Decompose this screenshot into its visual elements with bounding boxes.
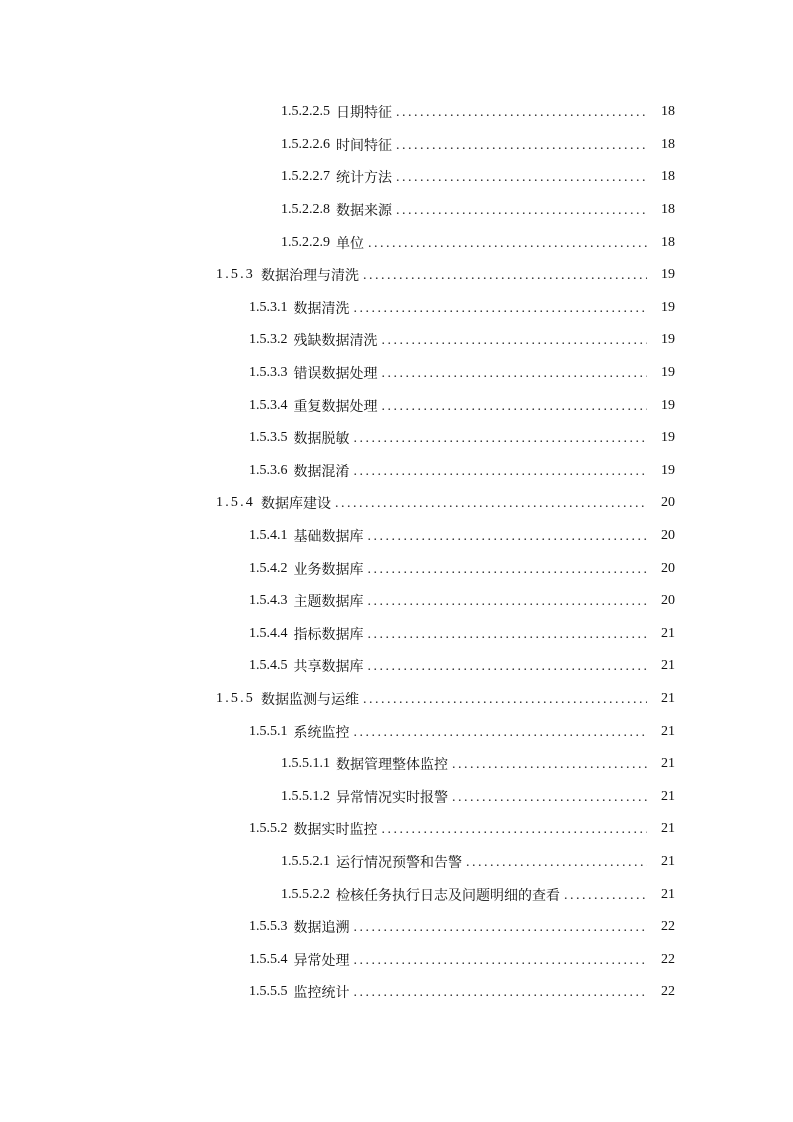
toc-entry[interactable] bbox=[0, 324, 793, 357]
toc-entry-number: 1.5.4.5 bbox=[249, 658, 288, 674]
toc-dot-leader bbox=[396, 202, 647, 218]
toc-dot-leader bbox=[335, 495, 647, 511]
toc-entry-page: 19 bbox=[661, 299, 675, 315]
toc-dot-leader bbox=[382, 332, 648, 348]
toc-entry-page: 20 bbox=[661, 495, 675, 511]
toc-dot-leader bbox=[396, 137, 647, 153]
toc-entry[interactable] bbox=[0, 129, 793, 162]
toc-entry-title: 异常处理 bbox=[293, 952, 350, 969]
toc-dot-leader bbox=[368, 593, 648, 609]
toc-entry-title: 共享数据库 bbox=[293, 659, 364, 676]
toc-dot-leader bbox=[564, 887, 647, 903]
toc-dot-leader bbox=[368, 626, 648, 642]
toc-entry[interactable] bbox=[0, 422, 793, 455]
toc-entry-page: 21 bbox=[661, 886, 675, 902]
toc-dot-leader bbox=[368, 235, 647, 251]
toc-entry-title: 单位 bbox=[336, 235, 364, 252]
toc-entry[interactable] bbox=[0, 520, 793, 553]
toc-entry-page: 21 bbox=[661, 658, 675, 674]
toc-entry-number: 1.5.2.2.8 bbox=[281, 202, 330, 218]
toc-entry-title: 数据脱敏 bbox=[293, 431, 350, 448]
toc-entry-number: 1.5.2.2.9 bbox=[281, 234, 330, 250]
toc-dot-leader bbox=[354, 463, 648, 479]
toc-entry[interactable] bbox=[0, 487, 793, 520]
toc-dot-leader bbox=[368, 658, 648, 674]
toc-dot-leader bbox=[452, 756, 647, 772]
toc-entry-title: 检核任务执行日志及问题明细的查看 bbox=[336, 887, 560, 904]
toc-entry[interactable] bbox=[0, 292, 793, 325]
toc-entry-page: 19 bbox=[661, 462, 675, 478]
toc-entry-title: 数据追溯 bbox=[293, 920, 350, 937]
toc-dot-leader bbox=[354, 300, 648, 316]
toc-dot-leader bbox=[396, 104, 647, 120]
toc-entry[interactable] bbox=[0, 683, 793, 716]
toc-entry-number: 1.5.5.1.1 bbox=[281, 756, 330, 772]
toc-entry-title: 业务数据库 bbox=[293, 561, 364, 578]
toc-entry-page: 19 bbox=[661, 365, 675, 381]
toc-entry-number: 1.5.5.4 bbox=[249, 951, 288, 967]
toc-entry-title: 日期特征 bbox=[336, 105, 392, 122]
toc-entry-title: 统计方法 bbox=[336, 170, 392, 187]
toc-entry-page: 22 bbox=[661, 919, 675, 935]
toc-dot-leader bbox=[382, 365, 648, 381]
toc-entry-title: 异常情况实时报警 bbox=[336, 789, 448, 806]
toc-entry-page: 22 bbox=[661, 984, 675, 1000]
toc-entry-title: 错误数据处理 bbox=[293, 366, 378, 383]
toc-entry-number: 1.5.5.1.2 bbox=[281, 788, 330, 804]
toc-entry-page: 20 bbox=[661, 528, 675, 544]
toc-entry-page: 21 bbox=[661, 625, 675, 641]
toc-entry-page: 19 bbox=[661, 430, 675, 446]
toc-entry-title: 运行情况预警和告警 bbox=[336, 854, 462, 871]
toc-entry[interactable] bbox=[0, 748, 793, 781]
toc-entry-number: 1.5.3.3 bbox=[249, 365, 288, 381]
toc-entry[interactable] bbox=[0, 618, 793, 651]
toc-entry-page: 21 bbox=[661, 756, 675, 772]
toc-entry[interactable] bbox=[0, 585, 793, 618]
toc-entry-title: 指标数据库 bbox=[293, 626, 364, 643]
toc-entry-number: 1.5.4.1 bbox=[249, 528, 288, 544]
toc-dot-leader bbox=[466, 854, 647, 870]
toc-dot-leader bbox=[368, 528, 648, 544]
toc-entry-title: 数据混淆 bbox=[293, 463, 350, 480]
toc-entry-page: 21 bbox=[661, 853, 675, 869]
toc-entry-page: 18 bbox=[661, 104, 675, 120]
toc-entry-number: 1.5.3.4 bbox=[249, 397, 288, 413]
toc-entry-title: 数据来源 bbox=[336, 203, 392, 220]
toc-entry-number: 1.5.2.2.6 bbox=[281, 136, 330, 152]
toc-entry-page: 18 bbox=[661, 234, 675, 250]
toc-entry[interactable] bbox=[0, 259, 793, 292]
toc-dot-leader bbox=[382, 398, 648, 414]
toc-entry-title: 数据库建设 bbox=[261, 496, 331, 513]
toc-dot-leader bbox=[354, 919, 648, 935]
toc-entry-title: 系统监控 bbox=[293, 724, 350, 741]
toc-entry[interactable] bbox=[0, 976, 793, 1009]
toc-entry[interactable] bbox=[0, 780, 793, 813]
toc-entry-number: 1.5.5.5 bbox=[249, 984, 288, 1000]
toc-entry-number: 1.5.4 bbox=[216, 495, 255, 511]
toc-entry-title: 数据监测与运维 bbox=[261, 691, 359, 708]
toc-entry[interactable] bbox=[0, 357, 793, 390]
toc-entry-number: 1.5.4.2 bbox=[249, 560, 288, 576]
toc-entry-number: 1.5.5 bbox=[216, 690, 255, 706]
toc-entry-title: 基础数据库 bbox=[293, 529, 364, 546]
toc-entry[interactable] bbox=[0, 194, 793, 227]
toc-entry-page: 19 bbox=[661, 332, 675, 348]
toc-dot-leader bbox=[354, 952, 648, 968]
toc-dot-leader bbox=[368, 561, 648, 577]
toc-dot-leader bbox=[354, 430, 648, 446]
toc-entry-page: 18 bbox=[661, 202, 675, 218]
toc-entry[interactable] bbox=[0, 715, 793, 748]
toc-entry-title: 数据治理与清洗 bbox=[261, 268, 359, 285]
toc-entry-title: 数据管理整体监控 bbox=[336, 757, 448, 774]
toc-entry[interactable] bbox=[0, 911, 793, 944]
toc-entry[interactable] bbox=[0, 846, 793, 879]
toc-entry-number: 1.5.5.3 bbox=[249, 919, 288, 935]
toc-entry-number: 1.5.5.2 bbox=[249, 821, 288, 837]
toc-entry-title: 残缺数据清洗 bbox=[293, 333, 378, 350]
toc-entry[interactable] bbox=[0, 455, 793, 488]
toc-entry[interactable] bbox=[0, 650, 793, 683]
toc-entry-title: 数据实时监控 bbox=[293, 822, 378, 839]
toc-entry[interactable] bbox=[0, 813, 793, 846]
toc-entry[interactable] bbox=[0, 878, 793, 911]
toc-entry[interactable] bbox=[0, 943, 793, 976]
toc-entry-page: 20 bbox=[661, 560, 675, 576]
toc-entry-number: 1.5.5.2.1 bbox=[281, 853, 330, 869]
toc-entry-number: 1.5.4.4 bbox=[249, 625, 288, 641]
toc-entry-number: 1.5.3.2 bbox=[249, 332, 288, 348]
toc-entry-page: 20 bbox=[661, 593, 675, 609]
toc-entry[interactable] bbox=[0, 226, 793, 259]
toc-entry[interactable] bbox=[0, 96, 793, 129]
toc-dot-leader bbox=[354, 984, 648, 1000]
toc-dot-leader bbox=[354, 724, 648, 740]
toc-entry-number: 1.5.2.2.5 bbox=[281, 104, 330, 120]
toc-entry-title: 监控统计 bbox=[293, 985, 350, 1002]
toc-entry-title: 时间特征 bbox=[336, 137, 392, 154]
toc-dot-leader bbox=[363, 691, 647, 707]
toc-dot-leader bbox=[452, 789, 647, 805]
toc-entry-page: 18 bbox=[661, 136, 675, 152]
toc-entry-page: 19 bbox=[661, 397, 675, 413]
toc-dot-leader bbox=[396, 169, 647, 185]
toc-entry-title: 主题数据库 bbox=[293, 594, 364, 611]
toc-dot-leader bbox=[363, 267, 647, 283]
toc-entry-page: 19 bbox=[661, 267, 675, 283]
toc-entry-number: 1.5.3.6 bbox=[249, 462, 288, 478]
toc-entry-number: 1.5.3.5 bbox=[249, 430, 288, 446]
toc-entry-title: 重复数据处理 bbox=[293, 398, 378, 415]
toc-entry-page: 21 bbox=[661, 821, 675, 837]
toc-entry-page: 21 bbox=[661, 690, 675, 706]
toc-entry-page: 21 bbox=[661, 788, 675, 804]
toc-entry[interactable] bbox=[0, 161, 793, 194]
toc-dot-leader bbox=[382, 821, 648, 837]
toc-entry-page: 22 bbox=[661, 951, 675, 967]
toc-entry-number: 1.5.3.1 bbox=[249, 299, 288, 315]
toc-entry[interactable] bbox=[0, 389, 793, 422]
toc-entry-number: 1.5.4.3 bbox=[249, 593, 288, 609]
table-of-contents bbox=[0, 96, 793, 1009]
toc-entry-title: 数据清洗 bbox=[293, 300, 350, 317]
toc-entry-number: 1.5.3 bbox=[216, 267, 255, 283]
toc-entry-page: 21 bbox=[661, 723, 675, 739]
toc-entry-number: 1.5.2.2.7 bbox=[281, 169, 330, 185]
toc-entry-number: 1.5.5.1 bbox=[249, 723, 288, 739]
toc-entry[interactable] bbox=[0, 552, 793, 585]
toc-entry-page: 18 bbox=[661, 169, 675, 185]
toc-entry-number: 1.5.5.2.2 bbox=[281, 886, 330, 902]
